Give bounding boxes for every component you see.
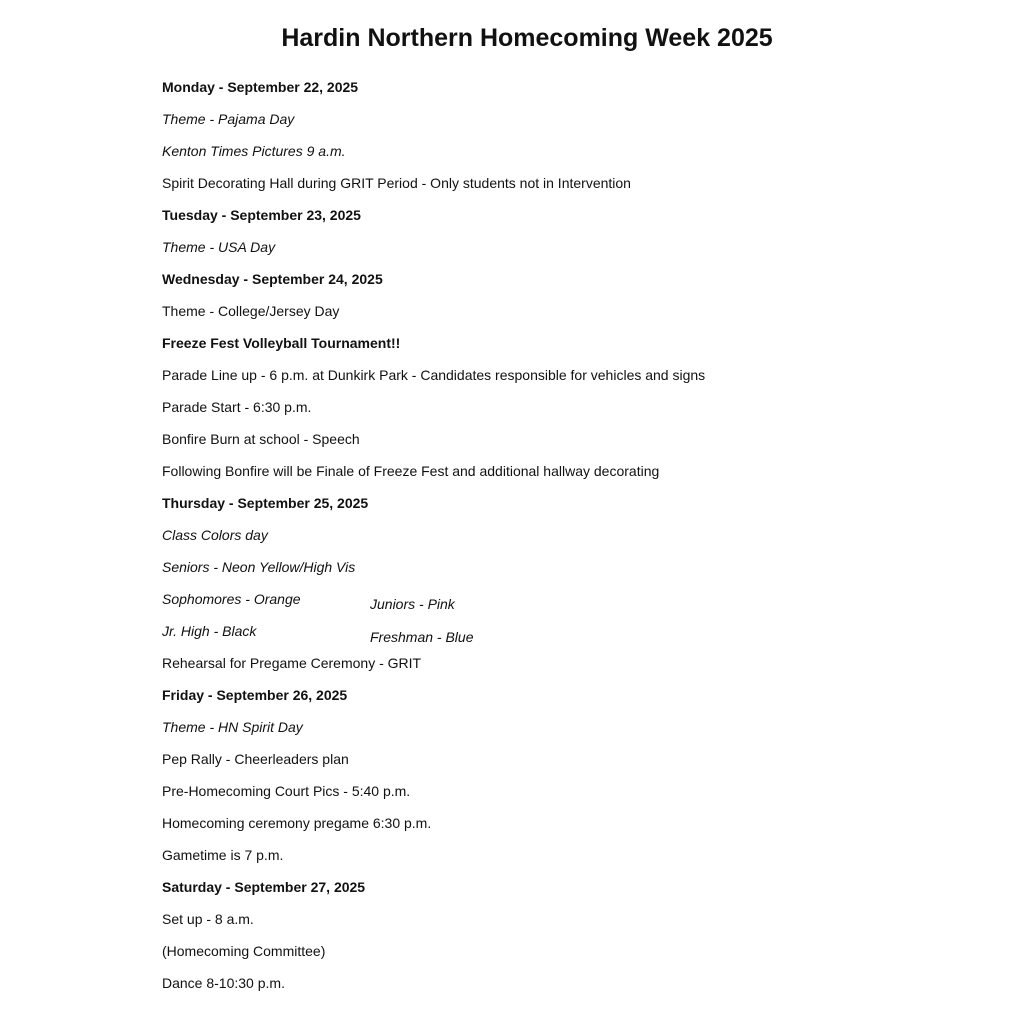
setup: Set up - 8 a.m. <box>162 911 254 927</box>
tuesday-theme: Theme - USA Day <box>162 239 276 255</box>
bonfire: Bonfire Burn at school - Speech <box>162 431 360 447</box>
freeze-fest-heading: Freeze Fest Volleyball Tournament!! <box>162 335 401 351</box>
friday-heading: Friday - September 26, 2025 <box>162 687 348 703</box>
dance: Dance 8-10:30 p.m. <box>162 975 285 991</box>
monday-theme: Theme - Pajama Day <box>162 111 295 127</box>
monday-spirit-decorating: Spirit Decorating Hall during GRIT Period - Only students not in Intervention <box>162 175 631 191</box>
homecoming-ceremony: Homecoming ceremony pregame 6:30 p.m. <box>162 815 432 831</box>
friday-theme: Theme - HN Spirit Day <box>162 719 303 735</box>
parade-lineup: Parade Line up - 6 p.m. at Dunkirk Park - Candidates responsible for vehicles and signs <box>162 367 706 383</box>
parade-start: Parade Start - 6:30 p.m. <box>162 399 312 415</box>
juniors-color: Juniors - Pink <box>370 596 455 612</box>
saturday-heading: Saturday - September 27, 2025 <box>162 879 366 895</box>
gametime: Gametime is 7 p.m. <box>162 847 284 863</box>
homecoming-committee: (Homecoming Committee) <box>162 943 326 959</box>
court-pics: Pre-Homecoming Court Pics - 5:40 p.m. <box>162 783 411 799</box>
pep-rally: Pep Rally - Cheerleaders plan <box>162 751 349 767</box>
sophomores-color: Sophomores - Orange <box>162 591 301 607</box>
thursday-heading: Thursday - September 25, 2025 <box>162 495 369 511</box>
freshman-color: Freshman - Blue <box>370 629 474 645</box>
tuesday-heading: Tuesday - September 23, 2025 <box>162 207 361 223</box>
rehearsal: Rehearsal for Pregame Ceremony - GRIT <box>162 655 422 671</box>
document-title: Hardin Northern Homecoming Week 2025 <box>281 24 773 52</box>
seniors-color: Seniors - Neon Yellow/High Vis <box>162 559 356 575</box>
class-colors-day: Class Colors day <box>162 527 268 543</box>
monday-heading: Monday - September 22, 2025 <box>162 79 359 95</box>
jr-high-color: Jr. High - Black <box>162 623 257 639</box>
monday-pictures: Kenton Times Pictures 9 a.m. <box>162 143 346 159</box>
wednesday-theme: Theme - College/Jersey Day <box>162 303 340 319</box>
following-bonfire: Following Bonfire will be Finale of Freeze Fest and additional hallway decorating <box>162 463 660 479</box>
wednesday-heading: Wednesday - September 24, 2025 <box>162 271 383 287</box>
